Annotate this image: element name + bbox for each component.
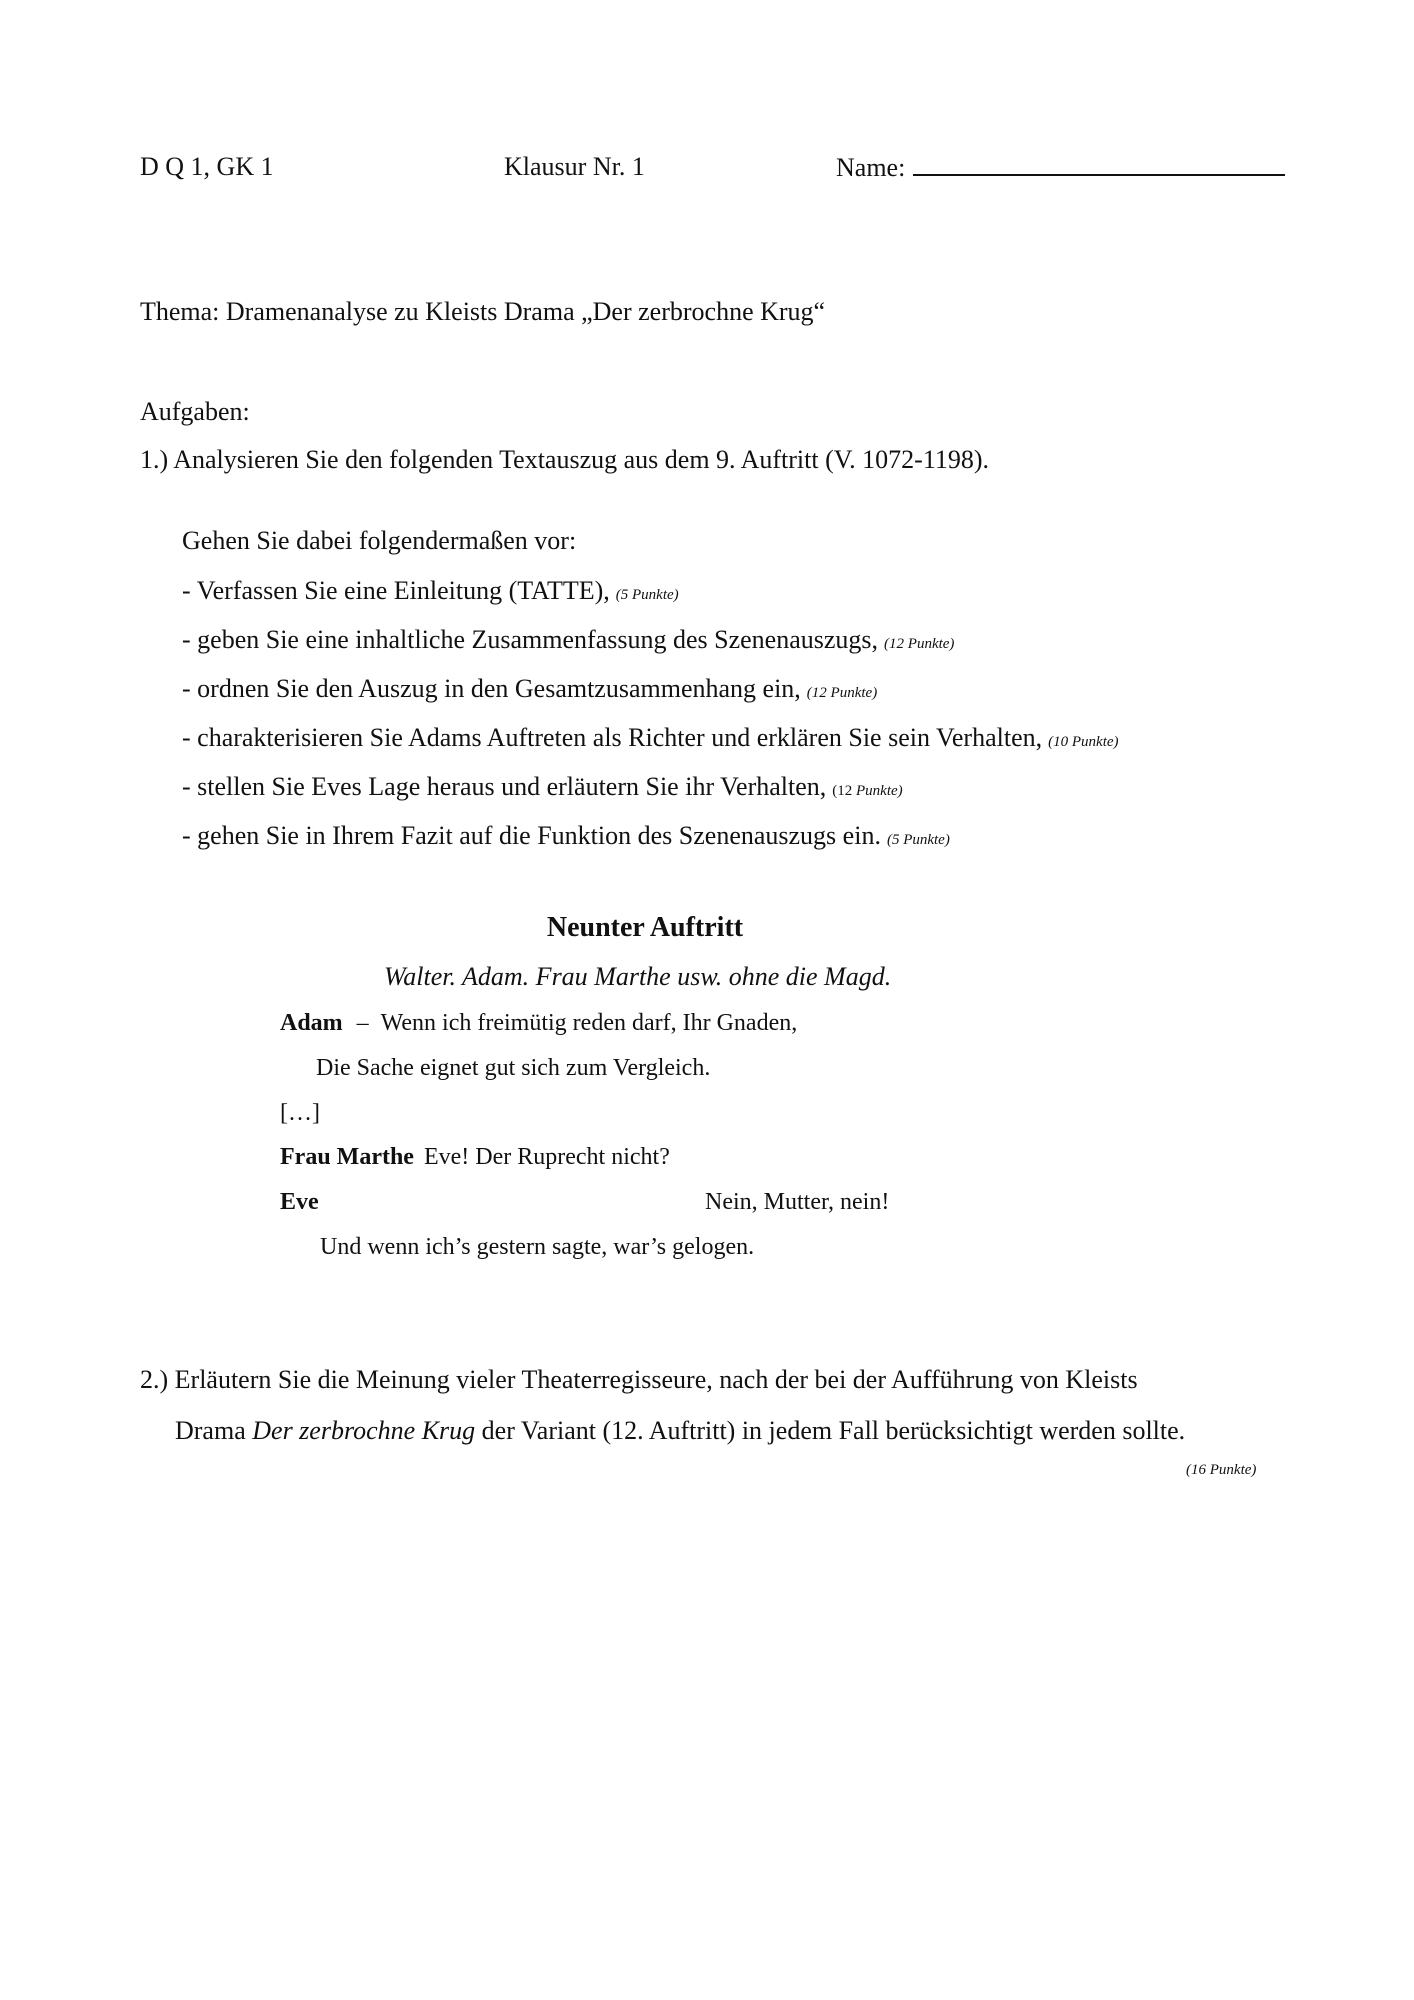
task2-pre: Drama xyxy=(175,1416,253,1445)
step-3 xyxy=(182,672,877,710)
step-text: - gehen Sie in Ihrem Fazit auf die Funktion des Szenenauszugs ein. xyxy=(182,821,881,850)
step-points-num: (12 xyxy=(832,783,853,799)
step-points: (12 Punkte) xyxy=(884,636,955,652)
name-field[interactable] xyxy=(836,150,1285,185)
name-label: Name: xyxy=(836,153,906,182)
speaker-eve: Eve xyxy=(280,1189,319,1215)
step-text: - charakterisieren Sie Adams Auftreten als Richter und erklären Sie sein Verhalten, xyxy=(182,723,1043,752)
task1-intro: Gehen Sie dabei folgendermaßen vor: xyxy=(182,526,577,555)
speaker-adam: Adam xyxy=(280,1010,343,1036)
step-5 xyxy=(182,770,903,808)
task2-line2 xyxy=(175,1414,1185,1448)
adam-text-2: Die Sache eignet gut sich zum Vergleich. xyxy=(316,1055,711,1081)
name-line[interactable] xyxy=(913,150,1285,176)
step-points: (10 Punkte) xyxy=(1048,734,1119,750)
tasks-label: Aufgaben: xyxy=(140,397,250,426)
ellipsis: […] xyxy=(280,1100,320,1126)
adam-dash: – xyxy=(356,1010,369,1036)
marthe-line xyxy=(280,1141,670,1173)
stage-direction: Walter. Adam. Frau Marthe usw. ohne die Magd. xyxy=(384,962,892,991)
step-2 xyxy=(182,623,954,661)
step-1 xyxy=(182,574,679,612)
topic: Thema: Dramenanalyse zu Kleists Drama „Der zerbrochne Krug“ xyxy=(140,297,826,326)
step-text: - ordnen Sie den Auszug in den Gesamtzusammenhang ein, xyxy=(182,674,801,703)
scene-title: Neunter Auftritt xyxy=(546,912,744,943)
exam-label: Klausur Nr. 1 xyxy=(504,152,645,181)
task2-points: (16 Punkte) xyxy=(1186,1462,1257,1478)
step-4 xyxy=(182,721,1119,759)
task2-post: der Variant (12. Auftritt) in jedem Fall berücksichtigt werden sollte. xyxy=(475,1416,1186,1445)
marthe-text: Eve! Der Ruprecht nicht? xyxy=(423,1144,670,1170)
adam-text-1: Wenn ich freimütig reden darf, Ihr Gnaden, xyxy=(380,1010,798,1036)
step-points: (5 Punkte) xyxy=(615,587,679,603)
adam-line-1 xyxy=(280,1007,797,1039)
step-6 xyxy=(182,819,950,857)
step-points xyxy=(832,783,902,799)
step-text: - stellen Sie Eves Lage heraus und erläutern Sie ihr Verhalten, xyxy=(182,772,827,801)
course-label: D Q 1, GK 1 xyxy=(140,152,274,181)
step-text: - geben Sie eine inhaltliche Zusammenfassung des Szenenauszugs, xyxy=(182,625,879,654)
step-points: (5 Punkte) xyxy=(886,832,950,848)
step-points-word: Punkte) xyxy=(856,783,903,799)
task2-line1: 2.) Erläutern Sie die Meinung vieler Theaterregisseure, nach der bei der Aufführung von Kleists xyxy=(140,1365,1138,1394)
eve-text-2: Und wenn ich’s gestern sagte, war’s gelogen. xyxy=(320,1234,755,1260)
task2-title: Der zerbrochne Krug xyxy=(252,1416,476,1445)
task1-text: 1.) Analysieren Sie den folgenden Textauszug aus dem 9. Auftritt (V. 1072-1198). xyxy=(140,445,990,474)
step-text: - Verfassen Sie eine Einleitung (TATTE), xyxy=(182,576,610,605)
eve-text-1: Nein, Mutter, nein! xyxy=(705,1189,890,1215)
speaker-frau-marthe: Frau Marthe xyxy=(280,1144,414,1170)
step-points: (12 Punkte) xyxy=(806,685,878,701)
